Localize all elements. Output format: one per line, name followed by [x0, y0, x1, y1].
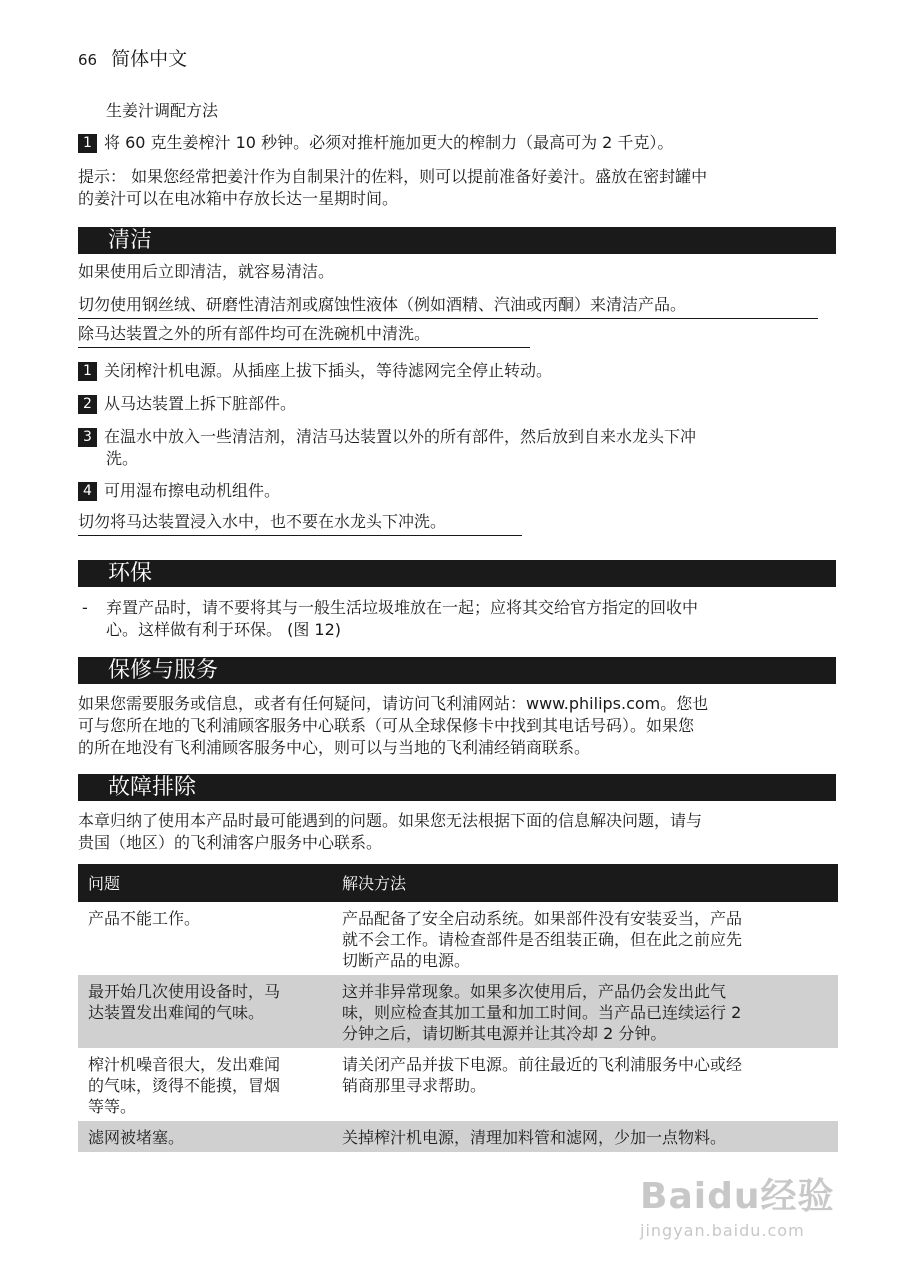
watermark-url: jingyan.baidu.com: [640, 1221, 805, 1240]
solution-cell: [332, 1048, 838, 1121]
cleaning-warning: 切勿使用钢丝绒、研磨性清洁剂或腐蚀性液体（例如酒精、汽油或丙酮）来清洁产品。: [78, 294, 818, 319]
cleaning-step-4: [78, 480, 280, 502]
cleaning-dishwasher-note: 除马达装置之外的所有部件均可在洗碗机中清洗。: [78, 323, 530, 348]
troubleshooting-table: [78, 864, 838, 1152]
watermark-brand: Baidu经验: [640, 1176, 835, 1217]
cleaning-step-3: [78, 426, 696, 470]
section-bar-troubleshooting: 故障排除: [78, 774, 836, 801]
intro-line: 本章归纳了使用本产品时最可能遇到的问题。如果您无法根据下面的信息解决问题，请与: [78, 811, 703, 830]
problem-cell: [78, 975, 332, 1048]
environment-dash: -: [82, 598, 88, 617]
baidu-watermark: [640, 1168, 834, 1240]
tip-line: 的姜汁可以在电冰箱中存放长达一星期时间。: [78, 189, 399, 208]
environment-text: [106, 597, 698, 641]
cell-line: 请关闭产品并拔下电源。前往最近的飞利浦服务中心或经: [342, 1055, 743, 1074]
cell-line: 这并非异常现象。如果多次使用后，产品仍会发出此气: [342, 982, 727, 1001]
intro-line: 贵国（地区）的飞利浦客户服务中心联系。: [78, 833, 383, 852]
cleaning-intro: 如果使用后立即清洁，就容易清洁。: [78, 262, 335, 281]
problem-cell: [78, 1121, 332, 1152]
section-bar-cleaning: 清洁: [78, 227, 836, 254]
column-header-problem: 问题: [78, 864, 332, 902]
cell-line: 的气味，烫得不能摸，冒烟: [88, 1076, 281, 1095]
service-line: 可与您所在地的飞利浦顾客服务中心联系（可从全球保修卡中找到其电话号码）。如果您: [78, 716, 695, 735]
step-number-box: 1: [78, 362, 97, 381]
cell-line: 味，则应检查其加工量和加工时间。当产品已连续运行 2: [342, 1003, 742, 1022]
service-line: 的所在地没有飞利浦顾客服务中心，则可以与当地的飞利浦经销商联系。: [78, 738, 591, 757]
service-text: [78, 693, 708, 759]
cell-line: 销商那里寻求帮助。: [342, 1076, 487, 1095]
cleaning-water-warning: 切勿将马达装置浸入水中，也不要在水龙头下冲洗。: [78, 511, 522, 536]
tip-line: 提示： 如果您经常把姜汁作为自制果汁的佐料，则可以提前准备好姜汁。盛放在密封罐中: [78, 167, 708, 186]
cell-line: 滤网被堵塞。: [88, 1128, 185, 1147]
problem-cell: [78, 902, 332, 975]
cell-line: 分钟之后，请切断其电源并让其冷却 2 分钟。: [342, 1024, 667, 1043]
section-bar-environment: 环保: [78, 560, 836, 587]
step-text: 将 60 克生姜榨汁 10 秒钟。必须对推杆施加更大的榨制力（最高可为 2 千克）。: [104, 133, 674, 152]
section-bar-service: 保修与服务: [78, 657, 836, 684]
environment-line: 弃置产品时，请不要将其与一般生活垃圾堆放在一起；应将其交给官方指定的回收中: [106, 598, 699, 617]
cleaning-step-2: [78, 393, 296, 415]
step-number-box: 3: [78, 428, 97, 447]
cell-line: 达装置发出难闻的气味。: [88, 1003, 265, 1022]
column-header-solution: 解决方法: [332, 864, 838, 902]
cleaning-step-1: [78, 360, 552, 382]
ginger-tip: [78, 166, 707, 210]
table-row: [78, 975, 838, 1048]
environment-line: 心。这样做有利于环保。 (图 12): [106, 620, 342, 639]
table-header-row: [78, 864, 838, 902]
solution-cell: [332, 975, 838, 1048]
table-row: [78, 902, 838, 975]
solution-cell: [332, 902, 838, 975]
step-number-box: 2: [78, 395, 97, 414]
page-number: 66: [78, 51, 98, 69]
cell-line: 产品配备了安全启动系统。如果部件没有安装妥当，产品: [342, 909, 743, 928]
cell-line: 最开始几次使用设备时，马: [88, 982, 281, 1001]
problem-cell: [78, 1048, 332, 1121]
cell-line: 就不会工作。请检查部件是否组装正确，但在此之前应先: [342, 930, 743, 949]
cell-line: 关掉榨汁机电源，清理加料管和滤网，少加一点物料。: [342, 1128, 727, 1147]
solution-cell: [332, 1121, 838, 1152]
step-number-box: 1: [78, 134, 97, 153]
ginger-subtitle: 生姜汁调配方法: [106, 101, 219, 120]
page-header: [78, 44, 187, 71]
table-row: [78, 1048, 838, 1121]
step-text: 在温水中放入一些清洁剂，清洁马达装置以外的所有部件，然后放到自来水龙头下冲: [104, 427, 697, 446]
cell-line: 切断产品的电源。: [342, 951, 471, 970]
cell-line: 等等。: [88, 1097, 137, 1116]
step-text: 关闭榨汁机电源。从插座上拔下插头，等待滤网完全停止转动。: [104, 361, 553, 380]
ginger-step-1: [78, 132, 673, 154]
table-row: [78, 1121, 838, 1152]
cell-line: 产品不能工作。: [88, 909, 201, 928]
step-text-continued: 洗。: [106, 449, 139, 468]
service-line: 如果您需要服务或信息，或者有任何疑问，请访问飞利浦网站：www.philips.com。您也: [78, 694, 709, 713]
troubleshooting-intro: [78, 810, 702, 854]
step-text: 从马达装置上拆下脏部件。: [104, 394, 297, 413]
step-text: 可用湿布擦电动机组件。: [104, 481, 281, 500]
step-number-box: 4: [78, 482, 97, 501]
language-label: 简体中文: [111, 48, 188, 70]
cell-line: 榨汁机噪音很大，发出难闻: [88, 1055, 281, 1074]
